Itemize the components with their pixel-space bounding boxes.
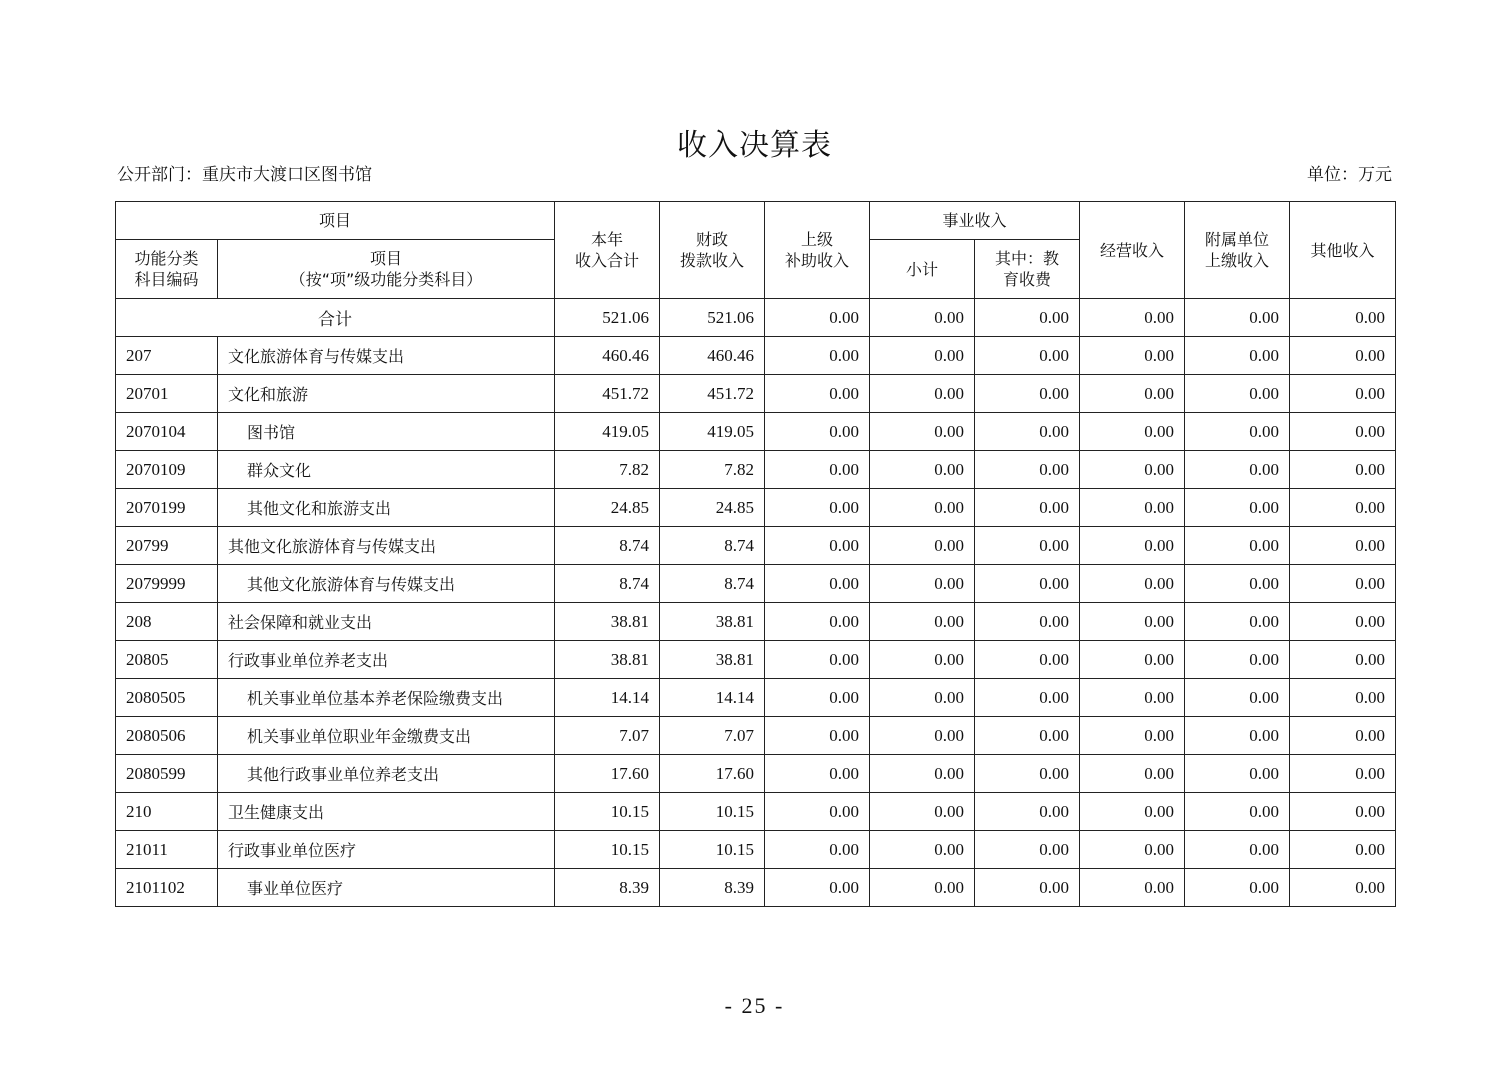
- row-value: 0.00: [1290, 603, 1396, 641]
- row-code: 2070199: [116, 489, 218, 527]
- row-code: 2101102: [116, 869, 218, 907]
- row-value: 0.00: [975, 641, 1080, 679]
- row-value: 0.00: [1290, 565, 1396, 603]
- header-edu-fee: [975, 240, 1080, 299]
- row-value: 38.81: [555, 641, 660, 679]
- row-value: 0.00: [765, 793, 870, 831]
- header-edu-line2: 育收费: [1003, 270, 1052, 289]
- row-value: 0.00: [975, 793, 1080, 831]
- row-value: 0.00: [1185, 755, 1290, 793]
- row-value: 0.00: [765, 451, 870, 489]
- row-value: 14.14: [660, 679, 765, 717]
- row-value: 0.00: [1185, 869, 1290, 907]
- row-value: 0.00: [1290, 831, 1396, 869]
- row-value: 38.81: [660, 641, 765, 679]
- row-value: 0.00: [1185, 679, 1290, 717]
- row-code: 20701: [116, 375, 218, 413]
- row-value: 0.00: [870, 679, 975, 717]
- header-item-line1: 项目: [370, 249, 403, 268]
- table-row: [116, 869, 1396, 907]
- row-value: 0.00: [1290, 641, 1396, 679]
- table-row: [116, 337, 1396, 375]
- row-value: 8.74: [660, 527, 765, 565]
- row-value: 0.00: [1290, 717, 1396, 755]
- row-name: 文化和旅游: [218, 375, 555, 413]
- row-value: 0.00: [975, 831, 1080, 869]
- header-fiscal: [660, 202, 765, 299]
- header-fiscal-line1: 财政: [696, 230, 729, 249]
- row-value: 0.00: [975, 755, 1080, 793]
- row-name: 机关事业单位职业年金缴费支出: [218, 717, 555, 755]
- table-header: [116, 202, 1396, 299]
- row-code: 2080599: [116, 755, 218, 793]
- header-fiscal-line2: 拨款收入: [680, 251, 745, 270]
- total-value: 0.00: [765, 299, 870, 337]
- header-other: 其他收入: [1290, 202, 1396, 299]
- row-value: 0.00: [1290, 337, 1396, 375]
- header-edu-line1: 其中：教: [995, 249, 1060, 268]
- row-value: 0.00: [870, 755, 975, 793]
- row-value: 0.00: [765, 641, 870, 679]
- header-superior-line1: 上级: [801, 230, 834, 249]
- income-table: [115, 201, 1396, 907]
- header-total-income: [555, 202, 660, 299]
- row-name: 行政事业单位医疗: [218, 831, 555, 869]
- row-name: 事业单位医疗: [218, 869, 555, 907]
- row-value: 24.85: [555, 489, 660, 527]
- total-value: 521.06: [555, 299, 660, 337]
- total-label: 合计: [116, 299, 555, 337]
- department-label: 公开部门：重庆市大渡口区图书馆: [117, 165, 372, 185]
- row-value: 0.00: [870, 831, 975, 869]
- row-value: 0.00: [975, 603, 1080, 641]
- table-row: [116, 565, 1396, 603]
- row-value: 0.00: [975, 451, 1080, 489]
- header-superior-line2: 补助收入: [785, 251, 850, 270]
- row-code: 2079999: [116, 565, 218, 603]
- row-name: 其他文化旅游体育与传媒支出: [218, 565, 555, 603]
- row-code: 2070109: [116, 451, 218, 489]
- row-code: 2070104: [116, 413, 218, 451]
- row-name: 卫生健康支出: [218, 793, 555, 831]
- total-value: 0.00: [975, 299, 1080, 337]
- row-value: 0.00: [1185, 565, 1290, 603]
- row-code: 2080506: [116, 717, 218, 755]
- row-value: 0.00: [765, 717, 870, 755]
- row-value: 0.00: [1080, 679, 1185, 717]
- row-value: 0.00: [870, 641, 975, 679]
- row-value: 0.00: [870, 527, 975, 565]
- row-value: 8.39: [660, 869, 765, 907]
- row-value: 0.00: [1290, 527, 1396, 565]
- row-value: 10.15: [660, 793, 765, 831]
- header-subtotal: 小计: [870, 240, 975, 299]
- row-value: 17.60: [555, 755, 660, 793]
- page-number: - 25 -: [724, 993, 785, 1018]
- row-value: 8.74: [660, 565, 765, 603]
- row-value: 0.00: [975, 717, 1080, 755]
- header-affiliated-line2: 上缴收入: [1205, 251, 1270, 270]
- row-value: 0.00: [870, 375, 975, 413]
- total-value: 0.00: [870, 299, 975, 337]
- row-value: 0.00: [1185, 337, 1290, 375]
- table-row: [116, 755, 1396, 793]
- row-value: 0.00: [1080, 717, 1185, 755]
- row-name: 机关事业单位基本养老保险缴费支出: [218, 679, 555, 717]
- row-name: 其他文化和旅游支出: [218, 489, 555, 527]
- table-row: [116, 603, 1396, 641]
- row-value: 451.72: [660, 375, 765, 413]
- row-value: 0.00: [1080, 413, 1185, 451]
- row-code: 210: [116, 793, 218, 831]
- row-value: 0.00: [975, 565, 1080, 603]
- row-value: 8.39: [555, 869, 660, 907]
- row-value: 0.00: [1080, 527, 1185, 565]
- header-total-line1: 本年: [591, 230, 624, 249]
- table-row: [116, 717, 1396, 755]
- row-value: 10.15: [555, 793, 660, 831]
- row-value: 0.00: [870, 413, 975, 451]
- page-title: 收入决算表: [677, 128, 832, 163]
- total-row: [116, 299, 1396, 337]
- row-value: 0.00: [975, 527, 1080, 565]
- row-value: 0.00: [1080, 755, 1185, 793]
- row-value: 0.00: [765, 831, 870, 869]
- header-total-line2: 收入合计: [575, 251, 640, 270]
- header-func-code: [116, 240, 218, 299]
- row-value: 0.00: [870, 565, 975, 603]
- row-value: 0.00: [870, 489, 975, 527]
- row-code: 207: [116, 337, 218, 375]
- row-value: 451.72: [555, 375, 660, 413]
- table-row: [116, 375, 1396, 413]
- row-value: 14.14: [555, 679, 660, 717]
- row-value: 0.00: [1185, 413, 1290, 451]
- table-row: [116, 793, 1396, 831]
- row-name: 行政事业单位养老支出: [218, 641, 555, 679]
- row-value: 0.00: [765, 679, 870, 717]
- row-value: 0.00: [1290, 869, 1396, 907]
- table-row: [116, 527, 1396, 565]
- row-name: 图书馆: [218, 413, 555, 451]
- row-value: 0.00: [870, 337, 975, 375]
- row-value: 0.00: [870, 451, 975, 489]
- row-value: 0.00: [975, 337, 1080, 375]
- row-value: 0.00: [975, 869, 1080, 907]
- header-project: 项目: [116, 202, 555, 240]
- unit-label: 单位：万元: [1307, 165, 1392, 185]
- row-value: 10.15: [660, 831, 765, 869]
- row-name: 社会保障和就业支出: [218, 603, 555, 641]
- row-value: 0.00: [870, 869, 975, 907]
- row-value: 419.05: [660, 413, 765, 451]
- row-value: 0.00: [1185, 489, 1290, 527]
- row-name: 其他行政事业单位养老支出: [218, 755, 555, 793]
- row-value: 0.00: [1290, 375, 1396, 413]
- row-value: 0.00: [765, 375, 870, 413]
- table-row: [116, 679, 1396, 717]
- row-value: 0.00: [975, 375, 1080, 413]
- row-value: 0.00: [975, 679, 1080, 717]
- row-value: 0.00: [765, 603, 870, 641]
- row-value: 0.00: [1290, 489, 1396, 527]
- header-func-code-line1: 功能分类: [134, 249, 199, 268]
- row-value: 8.74: [555, 565, 660, 603]
- row-code: 20799: [116, 527, 218, 565]
- row-value: 0.00: [765, 337, 870, 375]
- row-value: 7.82: [660, 451, 765, 489]
- row-value: 460.46: [555, 337, 660, 375]
- row-value: 0.00: [1080, 489, 1185, 527]
- row-value: 460.46: [660, 337, 765, 375]
- total-value: 0.00: [1080, 299, 1185, 337]
- row-value: 0.00: [1185, 793, 1290, 831]
- row-value: 0.00: [1185, 641, 1290, 679]
- header-item-line2: （按“项”级功能分类科目）: [289, 270, 483, 289]
- header-operating: 经营收入: [1080, 202, 1185, 299]
- row-value: 0.00: [870, 717, 975, 755]
- row-name: 其他文化旅游体育与传媒支出: [218, 527, 555, 565]
- header-func-code-line2: 科目编码: [134, 270, 199, 289]
- row-value: 17.60: [660, 755, 765, 793]
- row-code: 2080505: [116, 679, 218, 717]
- header-affiliated-line1: 附属单位: [1205, 230, 1270, 249]
- row-value: 0.00: [1080, 831, 1185, 869]
- row-value: 0.00: [1185, 527, 1290, 565]
- header-business: 事业收入: [870, 202, 1080, 240]
- row-value: 0.00: [1080, 869, 1185, 907]
- row-value: 0.00: [1290, 451, 1396, 489]
- row-value: 0.00: [1080, 375, 1185, 413]
- row-value: 0.00: [1185, 603, 1290, 641]
- total-value: 0.00: [1185, 299, 1290, 337]
- row-value: 7.07: [555, 717, 660, 755]
- row-value: 10.15: [555, 831, 660, 869]
- row-value: 7.07: [660, 717, 765, 755]
- row-value: 7.82: [555, 451, 660, 489]
- row-value: 0.00: [870, 603, 975, 641]
- row-value: 38.81: [555, 603, 660, 641]
- row-value: 419.05: [555, 413, 660, 451]
- row-value: 0.00: [1080, 603, 1185, 641]
- row-value: 0.00: [765, 489, 870, 527]
- table-row: [116, 831, 1396, 869]
- row-value: 0.00: [975, 489, 1080, 527]
- row-value: 0.00: [1290, 413, 1396, 451]
- row-value: 0.00: [1185, 375, 1290, 413]
- row-value: 0.00: [765, 869, 870, 907]
- row-value: 0.00: [1080, 337, 1185, 375]
- total-value: 521.06: [660, 299, 765, 337]
- row-value: 0.00: [870, 793, 975, 831]
- row-value: 0.00: [1290, 793, 1396, 831]
- table-row: [116, 413, 1396, 451]
- row-code: 21011: [116, 831, 218, 869]
- row-name: 文化旅游体育与传媒支出: [218, 337, 555, 375]
- row-value: 0.00: [1080, 793, 1185, 831]
- row-value: 8.74: [555, 527, 660, 565]
- table-body: [116, 299, 1396, 907]
- header-superior: [765, 202, 870, 299]
- row-value: 0.00: [1185, 717, 1290, 755]
- row-value: 38.81: [660, 603, 765, 641]
- row-value: 24.85: [660, 489, 765, 527]
- total-value: 0.00: [1290, 299, 1396, 337]
- row-value: 0.00: [1080, 565, 1185, 603]
- row-value: 0.00: [1290, 755, 1396, 793]
- row-code: 20805: [116, 641, 218, 679]
- table-row: [116, 489, 1396, 527]
- header-item: [218, 240, 555, 299]
- row-value: 0.00: [1080, 451, 1185, 489]
- row-value: 0.00: [765, 755, 870, 793]
- row-value: 0.00: [1080, 641, 1185, 679]
- row-value: 0.00: [1290, 679, 1396, 717]
- table-row: [116, 451, 1396, 489]
- row-value: 0.00: [975, 413, 1080, 451]
- table-row: [116, 641, 1396, 679]
- row-value: 0.00: [765, 527, 870, 565]
- row-code: 208: [116, 603, 218, 641]
- row-name: 群众文化: [218, 451, 555, 489]
- row-value: 0.00: [765, 413, 870, 451]
- row-value: 0.00: [765, 565, 870, 603]
- header-affiliated: [1185, 202, 1290, 299]
- row-value: 0.00: [1185, 831, 1290, 869]
- row-value: 0.00: [1185, 451, 1290, 489]
